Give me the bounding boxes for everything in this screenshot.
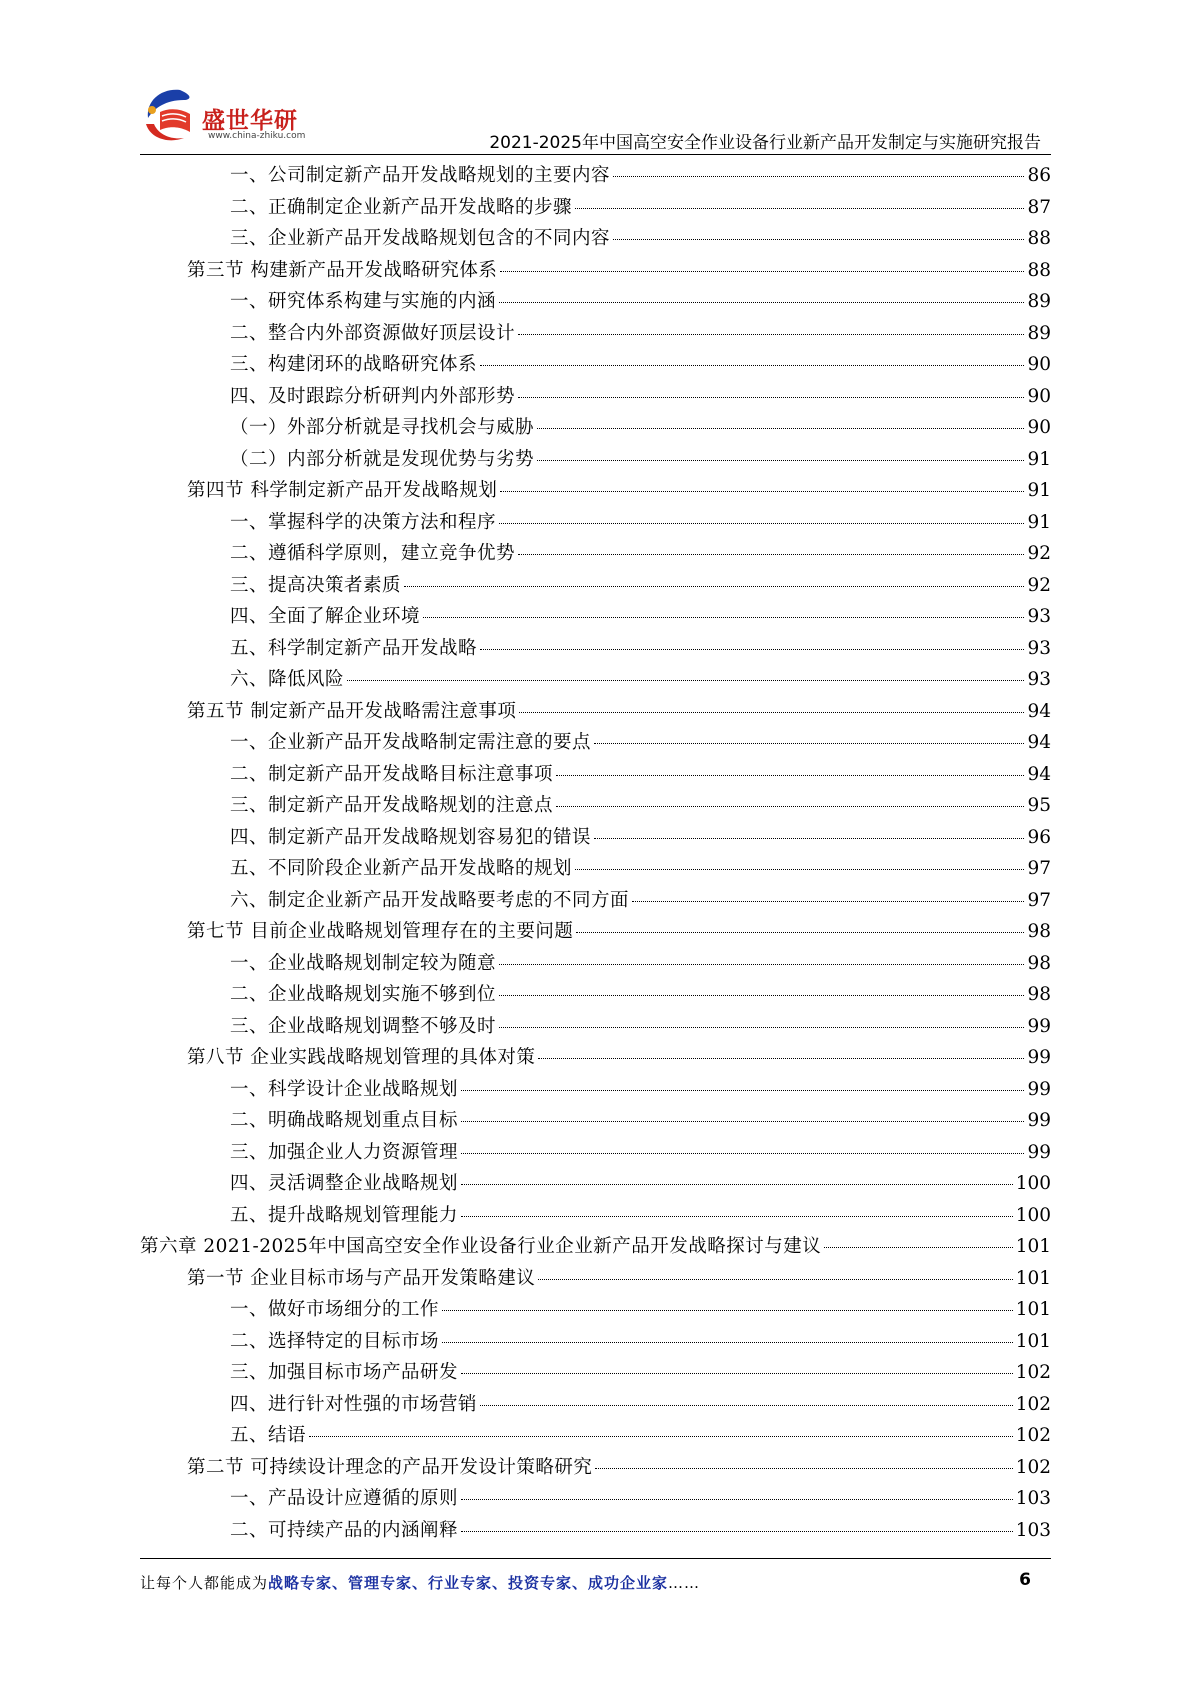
toc-entry-page: 102 (1015, 1456, 1051, 1478)
toc-entry[interactable] (140, 1231, 1051, 1263)
toc-entry[interactable] (140, 381, 1051, 413)
toc-dot-leader (594, 838, 1024, 839)
toc-entry-page: 101 (1015, 1330, 1051, 1352)
toc-entry-title: 二、正确制定企业新产品开发战略的步骤 (230, 196, 573, 218)
toc-dot-leader (500, 271, 1024, 272)
toc-dot-leader (518, 334, 1024, 335)
logo-url: www.china-zhiku.com (208, 131, 306, 141)
toc-entry-title: 一、研究体系构建与实施的内涵 (230, 291, 497, 312)
toc-dot-leader (347, 680, 1024, 681)
toc-entry[interactable] (140, 948, 1051, 980)
toc-entry-page: 86 (1027, 165, 1051, 186)
toc-entry[interactable] (140, 1357, 1051, 1389)
toc-dot-leader (461, 1184, 1013, 1185)
toc-entry[interactable] (140, 822, 1051, 854)
header-divider (140, 154, 1051, 155)
toc-entry[interactable] (140, 979, 1051, 1011)
toc-dot-leader (480, 1405, 1013, 1406)
toc-entry-title: 五、结语 (230, 1425, 307, 1446)
toc-dot-leader (499, 1027, 1024, 1028)
toc-dot-leader (594, 743, 1024, 744)
toc-dot-leader (461, 1373, 1013, 1374)
toc-entry[interactable] (140, 601, 1051, 633)
footer-divider (140, 1558, 1051, 1559)
toc-entry-title: 二、可持续产品的内涵阐释 (230, 1519, 459, 1541)
logo-name: 盛世华研 (202, 108, 298, 134)
page-header (140, 80, 1051, 158)
toc-entry-title: 四、全面了解企业环境 (230, 606, 421, 627)
toc-entry[interactable] (140, 318, 1051, 350)
toc-entry-page: 93 (1027, 669, 1051, 690)
toc-dot-leader (519, 712, 1024, 713)
toc-entry[interactable] (140, 160, 1051, 192)
report-title: 2021-2025年中国高空安全作业设备行业新产品开发制定与实施研究报告 (489, 133, 1041, 153)
toc-entry[interactable] (140, 1326, 1051, 1358)
toc-entry[interactable] (140, 255, 1051, 287)
toc-entry-page: 90 (1027, 417, 1051, 438)
toc-entry-page: 89 (1027, 322, 1051, 344)
toc-entry-title: （一）外部分析就是寻找机会与威胁 (230, 417, 535, 438)
toc-dot-leader (480, 649, 1024, 650)
toc-entry-page: 98 (1027, 952, 1051, 974)
toc-dot-leader (575, 869, 1024, 870)
toc-dot-leader (518, 397, 1024, 398)
toc-entry-title: 五、提升战略规划管理能力 (230, 1204, 459, 1226)
toc-entry-title: 一、做好市场细分的工作 (230, 1299, 440, 1320)
toc-entry-page: 98 (1027, 921, 1051, 942)
toc-entry-page: 102 (1015, 1393, 1051, 1415)
toc-entry-title: 一、掌握科学的决策方法和程序 (230, 511, 497, 533)
toc-entry-page: 92 (1027, 543, 1051, 564)
toc-entry[interactable] (140, 727, 1051, 759)
table-of-contents (140, 160, 1051, 1546)
toc-entry-page: 90 (1027, 354, 1051, 375)
toc-entry-page: 99 (1027, 1141, 1051, 1163)
toc-entry-title: 一、企业新产品开发战略制定需注意的要点 (230, 732, 592, 753)
toc-entry-page: 97 (1027, 889, 1051, 911)
toc-entry-title: 三、加强目标市场产品研发 (230, 1362, 459, 1383)
toc-entry[interactable] (140, 790, 1051, 822)
toc-dot-leader (556, 806, 1024, 807)
toc-entry[interactable] (140, 1483, 1051, 1515)
toc-entry-page: 103 (1015, 1488, 1051, 1509)
toc-entry-page: 102 (1015, 1425, 1051, 1446)
toc-entry-title: 第八节 企业实践战略规划管理的具体对策 (187, 1047, 536, 1068)
toc-entry-page: 89 (1027, 291, 1051, 312)
toc-entry-page: 103 (1015, 1519, 1051, 1541)
toc-entry-title: 三、制定新产品开发战略规划的注意点 (230, 795, 554, 816)
toc-entry-page: 94 (1027, 732, 1051, 753)
toc-dot-leader (824, 1247, 1012, 1248)
company-logo (140, 80, 340, 150)
toc-entry-title: 四、及时跟踪分析研判内外部形势 (230, 385, 516, 407)
toc-entry-title: 二、企业战略规划实施不够到位 (230, 984, 497, 1005)
toc-entry-title: 五、不同阶段企业新产品开发战略的规划 (230, 858, 573, 879)
toc-entry[interactable] (140, 475, 1051, 507)
toc-entry-title: 第七节 目前企业战略规划管理存在的主要问题 (187, 921, 574, 942)
toc-entry-page: 99 (1027, 1078, 1051, 1100)
slogan-tail: …… (668, 1574, 701, 1592)
toc-dot-leader (461, 1531, 1013, 1532)
toc-entry-page: 101 (1015, 1236, 1051, 1257)
toc-entry[interactable] (140, 286, 1051, 318)
toc-entry-title: 三、加强企业人力资源管理 (230, 1141, 459, 1163)
toc-entry-page: 101 (1015, 1299, 1051, 1320)
toc-entry-page: 95 (1027, 795, 1051, 816)
toc-entry[interactable] (140, 444, 1051, 476)
toc-entry[interactable] (140, 1011, 1051, 1043)
toc-entry-page: 93 (1027, 606, 1051, 627)
toc-entry-title: 四、灵活调整企业战略规划 (230, 1173, 459, 1194)
toc-entry-title: 第五节 制定新产品开发战略需注意事项 (187, 700, 517, 722)
toc-entry-page: 99 (1027, 1110, 1051, 1131)
toc-entry-page: 91 (1027, 511, 1051, 533)
toc-entry-title: 第一节 企业目标市场与产品开发策略建议 (187, 1267, 536, 1289)
toc-entry-page: 94 (1027, 763, 1051, 785)
toc-entry-title: 第三节 构建新产品开发战略研究体系 (187, 259, 498, 281)
toc-entry[interactable] (140, 1168, 1051, 1200)
toc-entry-page: 92 (1027, 574, 1051, 596)
toc-entry-page: 100 (1015, 1173, 1051, 1194)
toc-entry[interactable] (140, 1294, 1051, 1326)
toc-entry[interactable] (140, 1263, 1051, 1295)
toc-entry[interactable] (140, 192, 1051, 224)
toc-entry-page: 96 (1027, 826, 1051, 848)
toc-entry[interactable] (140, 916, 1051, 948)
toc-dot-leader (404, 586, 1024, 587)
toc-dot-leader (480, 365, 1024, 366)
toc-entry[interactable] (140, 633, 1051, 665)
toc-entry-title: 三、构建闭环的战略研究体系 (230, 354, 478, 375)
toc-entry[interactable] (140, 1137, 1051, 1169)
toc-entry[interactable] (140, 349, 1051, 381)
toc-entry-title: 四、进行针对性强的市场营销 (230, 1393, 478, 1415)
toc-dot-leader (461, 1090, 1024, 1091)
toc-dot-leader (442, 1310, 1013, 1311)
toc-entry-title: 第四节 科学制定新产品开发战略规划 (187, 480, 498, 501)
logo-emblem-icon (140, 86, 206, 146)
toc-entry-page: 99 (1027, 1047, 1051, 1068)
toc-entry-title: 二、制定新产品开发战略目标注意事项 (230, 763, 554, 785)
toc-entry-title: 三、企业新产品开发战略规划包含的不同内容 (230, 228, 611, 249)
toc-dot-leader (461, 1216, 1013, 1217)
toc-entry-title: 六、制定企业新产品开发战略要考虑的不同方面 (230, 889, 630, 911)
toc-entry-title: 二、遵循科学原则，建立竞争优势 (230, 543, 516, 564)
page-footer (140, 1568, 1051, 1598)
toc-dot-leader (518, 554, 1024, 555)
toc-dot-leader (613, 176, 1024, 177)
toc-entry-page: 101 (1015, 1267, 1051, 1289)
toc-entry[interactable] (140, 1420, 1051, 1452)
toc-dot-leader (423, 617, 1024, 618)
toc-entry[interactable] (140, 1074, 1051, 1106)
toc-entry-title: 一、企业战略规划制定较为随意 (230, 952, 497, 974)
toc-entry[interactable] (140, 1042, 1051, 1074)
toc-entry[interactable] (140, 570, 1051, 602)
toc-dot-leader (575, 208, 1024, 209)
toc-entry-title: 四、制定新产品开发战略规划容易犯的错误 (230, 826, 592, 848)
toc-dot-leader (576, 932, 1024, 933)
toc-entry-title: 二、选择特定的目标市场 (230, 1330, 440, 1352)
toc-entry-title: 一、公司制定新产品开发战略规划的主要内容 (230, 165, 611, 186)
toc-dot-leader (442, 1342, 1013, 1343)
toc-entry-page: 98 (1027, 984, 1051, 1005)
page-number: 6 (1019, 1570, 1031, 1590)
toc-entry-title: 二、整合内外部资源做好顶层设计 (230, 322, 516, 344)
toc-dot-leader (595, 1468, 1012, 1469)
toc-entry-page: 99 (1027, 1015, 1051, 1037)
toc-entry[interactable] (140, 696, 1051, 728)
toc-entry-title: 第二节 可持续设计理念的产品开发设计策略研究 (187, 1456, 593, 1478)
toc-dot-leader (461, 1121, 1024, 1122)
toc-entry-title: 一、产品设计应遵循的原则 (230, 1488, 459, 1509)
toc-entry-page: 88 (1027, 228, 1051, 249)
toc-entry-title: 五、科学制定新产品开发战略 (230, 637, 478, 659)
toc-dot-leader (500, 491, 1024, 492)
toc-dot-leader (538, 1058, 1024, 1059)
toc-entry[interactable] (140, 1105, 1051, 1137)
toc-dot-leader (537, 460, 1024, 461)
toc-entry-page: 102 (1015, 1362, 1051, 1383)
toc-dot-leader (499, 995, 1024, 996)
slogan-highlight: 战略专家、管理专家、行业专家、投资专家、成功企业家 (268, 1574, 669, 1592)
toc-entry-title: （二）内部分析就是发现优势与劣势 (230, 448, 535, 470)
slogan-lead: 让每个人都能成为 (140, 1574, 269, 1592)
toc-entry[interactable] (140, 885, 1051, 917)
toc-dot-leader (632, 901, 1024, 902)
toc-dot-leader (556, 775, 1024, 776)
toc-entry-page: 93 (1027, 637, 1051, 659)
toc-entry[interactable] (140, 1200, 1051, 1232)
toc-entry[interactable] (140, 853, 1051, 885)
toc-entry[interactable] (140, 223, 1051, 255)
toc-entry[interactable] (140, 538, 1051, 570)
toc-entry-page: 97 (1027, 858, 1051, 879)
toc-entry-page: 88 (1027, 259, 1051, 281)
toc-entry[interactable] (140, 1452, 1051, 1484)
toc-entry[interactable] (140, 1515, 1051, 1547)
toc-entry-page: 91 (1027, 480, 1051, 501)
toc-entry[interactable] (140, 1389, 1051, 1421)
toc-entry-title: 三、提高决策者素质 (230, 574, 402, 596)
toc-entry[interactable] (140, 507, 1051, 539)
toc-entry[interactable] (140, 759, 1051, 791)
toc-entry[interactable] (140, 412, 1051, 444)
toc-entry-page: 94 (1027, 700, 1051, 722)
toc-entry-page: 91 (1027, 448, 1051, 470)
toc-dot-leader (537, 428, 1024, 429)
toc-dot-leader (613, 239, 1024, 240)
toc-entry-title: 六、降低风险 (230, 669, 345, 690)
footer-slogan (140, 1572, 700, 1593)
toc-entry-page: 90 (1027, 385, 1051, 407)
toc-dot-leader (309, 1436, 1013, 1437)
toc-dot-leader (499, 964, 1024, 965)
toc-entry-title: 三、企业战略规划调整不够及时 (230, 1015, 497, 1037)
toc-dot-leader (538, 1279, 1012, 1280)
toc-entry-title: 一、科学设计企业战略规划 (230, 1078, 459, 1100)
toc-dot-leader (499, 302, 1024, 303)
toc-entry-page: 87 (1027, 196, 1051, 218)
toc-entry[interactable] (140, 664, 1051, 696)
toc-dot-leader (461, 1499, 1013, 1500)
toc-dot-leader (461, 1153, 1024, 1154)
toc-entry-title: 二、明确战略规划重点目标 (230, 1110, 459, 1131)
toc-entry-title: 第六章 2021-2025年中国高空安全作业设备行业企业新产品开发战略探讨与建议 (140, 1236, 822, 1257)
toc-dot-leader (499, 523, 1024, 524)
toc-entry-page: 100 (1015, 1204, 1051, 1226)
